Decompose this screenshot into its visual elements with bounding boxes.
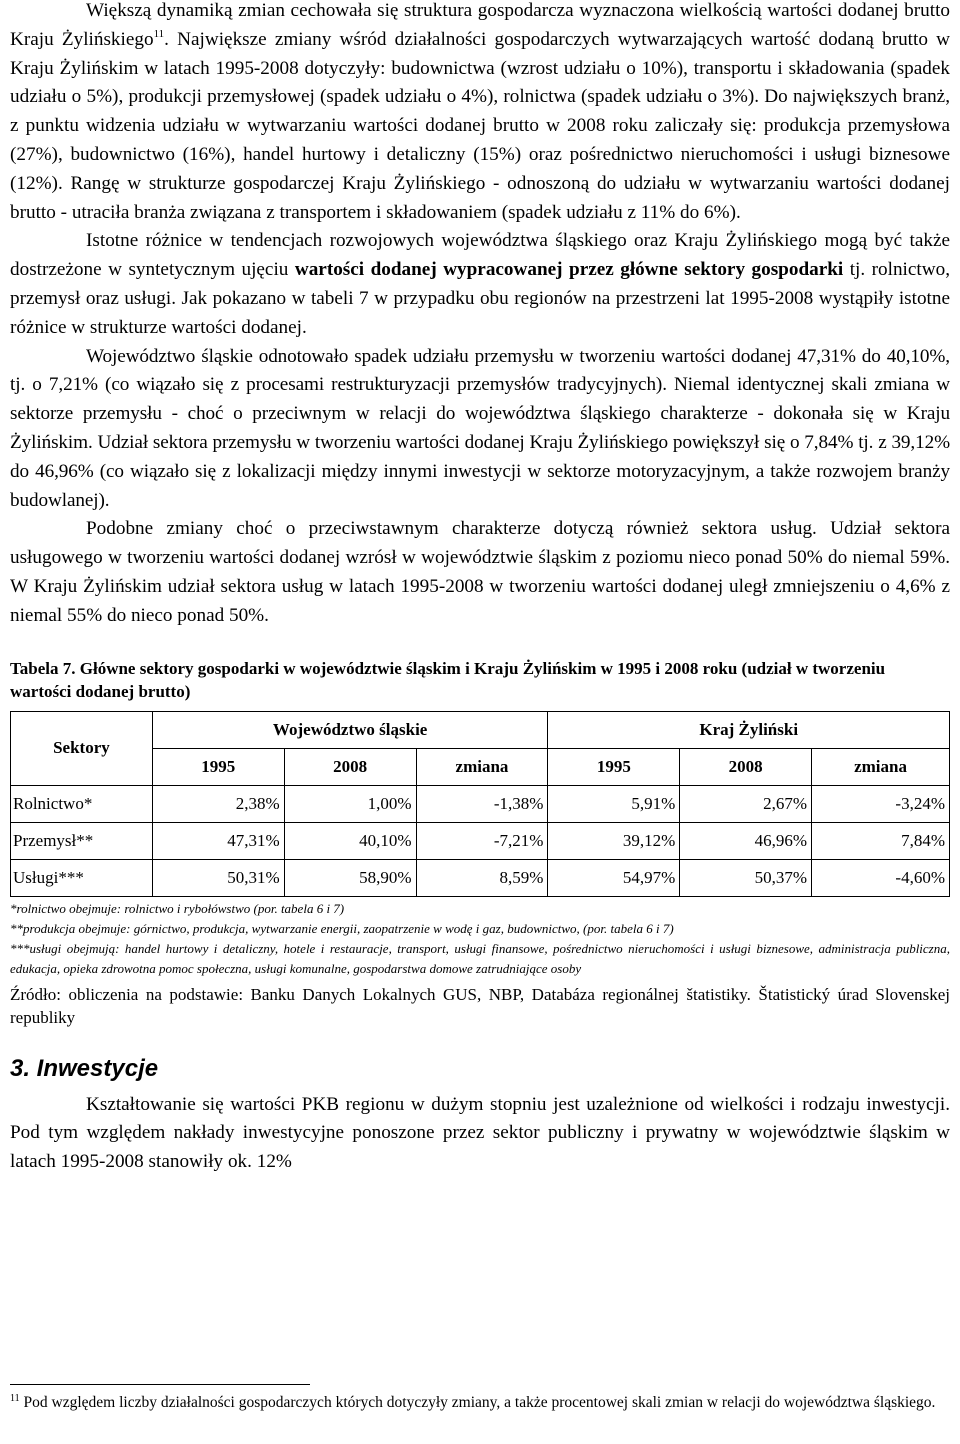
table-cell: 47,31%: [152, 822, 284, 859]
table-cell: -3,24%: [812, 785, 950, 822]
column-header-year: 2008: [284, 748, 416, 785]
row-label: Rolnictwo*: [11, 785, 153, 822]
table-notes: [10, 899, 950, 979]
column-header-change: zmiana: [812, 748, 950, 785]
table-note: ***usługi obejmują: handel hurtowy i detaliczny, hotele i restauracje, transport, usługi finansowe, pośrednictwo nieruchomości i usługi biznesowe, administracja publiczna, edukacja, opieka zdrowotna pomoc społeczna, usługi komunalne, gospodarstwa domowe zatrudniające osoby: [10, 940, 950, 976]
table-cell: -4,60%: [812, 859, 950, 896]
paragraph-investments: Kształtowanie się wartości PKB regionu w dużym stopniu jest uzależnione od wielkości i rodzaju inwestycji. Pod tym względem nakłady inwestycyjne ponoszone przez sektor publiczny i prywatny w województwie śląskim w latach 1995-2008 stanowiły ok. 12%: [10, 1093, 950, 1173]
table-row: [11, 859, 950, 896]
paragraph-text: Większą dynamiką zmian cechowała się struktura gospodarcza wyznaczona wielkością wartości dodanej brutto Kraju Żylińskiego: [10, 0, 950, 50]
table-cell: 50,31%: [152, 859, 284, 896]
column-header-year: 1995: [152, 748, 284, 785]
document-page: [10, 0, 950, 1177]
table-cell: 39,12%: [548, 822, 680, 859]
table-note: *rolnictwo obejmuje: rolnictwo i rybołówstwo (por. tabela 6 i 7): [10, 900, 345, 916]
column-header-sectors: Sektory: [11, 711, 153, 785]
table-cell: 1,00%: [284, 785, 416, 822]
paragraph-text: tj. rolnictwo, przemysł oraz usługi. Jak pokazano w tabeli 7 w przypadku obu regionów na przestrzeni lat 1995-2008 wystąpiły istotne różnice w strukturze wartości dodanej.: [10, 259, 950, 338]
table-cell: 54,97%: [548, 859, 680, 896]
footnote-divider: [10, 1384, 310, 1385]
table-header-row: [11, 711, 950, 748]
paragraph-sector-differences: [10, 227, 950, 342]
emphasized-text: wartości dodanej wypracowanej przez główne sektory gospodarki: [294, 259, 844, 281]
column-group-zilina: Kraj Żyliński: [548, 711, 950, 748]
paragraph-industry-sector: Województwo śląskie odnotowało spadek udziału przemysłu w tworzeniu wartości dodanej 47,31% do 40,10%, tj. o 7,21% (co wiązało się z procesami restrukturyzacji przemysłów tradycyjnych). Niemal identycznej skali zmiana w sektorze przemysłu - choć o przeciwnym w relacji do województwa śląskiego charakterze - dokonała się w Kraju Żylińskim. Udział sektora przemysłu w tworzeniu wartości dodanej Kraju Żylińskiego powiększył się o 7,84% tj. z 39,12% do 46,96% (co wiązało się z lokalizacji między innymi inwestycji w sektorze motoryzacyjnym, a także rozwojem branży budowlanej).: [10, 345, 950, 511]
table-row: [11, 785, 950, 822]
table-cell: -7,21%: [416, 822, 548, 859]
table-cell: 2,38%: [152, 785, 284, 822]
paragraph-text: Istotne różnice w tendencjach rozwojowych województwa śląskiego oraz Kraju Żylińskiego mogą być także dostrzeżone w syntetycznym ujęciu: [10, 230, 950, 281]
footnote-number: 11: [10, 1393, 20, 1404]
table-cell: 46,96%: [680, 822, 812, 859]
table-cell: -1,38%: [416, 785, 548, 822]
table-cell: 5,91%: [548, 785, 680, 822]
column-group-silesia: Województwo śląskie: [152, 711, 548, 748]
table-cell: 8,59%: [416, 859, 548, 896]
table-cell: 50,37%: [680, 859, 812, 896]
sectors-table: [10, 711, 950, 897]
row-label: Usługi***: [11, 859, 153, 896]
table-source: Źródło: obliczenia na podstawie: Banku Danych Lokalnych GUS, NBP, Databáza regionálnej štatistiky. Štatistický úrad Slovenskej republiky: [10, 984, 950, 1027]
row-label: Przemysł**: [11, 822, 153, 859]
column-header-change: zmiana: [416, 748, 548, 785]
footnote: [10, 1392, 950, 1414]
table-cell: 58,90%: [284, 859, 416, 896]
table-cell: 40,10%: [284, 822, 416, 859]
table-note: **produkcja obejmuje: górnictwo, produkcja, wytwarzanie energii, zaopatrzenie w wodę i gaz, budownictwo, (por. tabela 6 i 7): [10, 920, 674, 936]
column-header-year: 2008: [680, 748, 812, 785]
paragraph-economic-structure: [10, 0, 950, 227]
paragraph-services-sector: Podobne zmiany choć o przeciwstawnym charakterze dotyczą również sektora usług. Udział sektora usługowego w tworzeniu wartości dodanej wzrósł w województwie śląskim z poziomu nieco ponad 50% do niemal 59%. W Kraju Żylińskim udział sektora usług w latach 1995-2008 w tworzeniu wartości dodanej uległ zmniejszeniu o 4,6% z niemal 55% do nieco ponad 50%.: [10, 518, 950, 626]
section-heading: 3. Inwestycje: [10, 1054, 159, 1082]
footnote-text: Pod względem liczby działalności gospodarczych których dotyczyły zmiany, a także procentowej skali zmian w relacji do województwa śląskiego.: [19, 1394, 936, 1411]
table-row: [11, 822, 950, 859]
paragraph-text: . Największe zmiany wśród działalności gospodarczych wytwarzających wartość dodaną brutto w Kraju Żylińskim w latach 1995-2008 dotyczyły: budownictwa (wzrost udziału o 10%), transportu i składowania (spadek udziału o 5%), produkcji przemysłowej (spadek udziału o 4%), rolnictwa (spadek udziału o 3%). Do największych branż, z punktu widzenia udziału w wytwarzaniu wartości dodanej brutto w 2008 roku zaliczały się: produkcja przemysłowa (27%), budownictwo (16%), handel hurtowy i detaliczny (15%) oraz pośrednictwo nieruchomości i usługi biznesowe (12%). Rangę w strukturze gospodarczej Kraju Żylińskiego - odnoszoną do udziału w wytwarzaniu wartości dodanej brutto - utraciła branża związana z transportem i składowaniem (spadek udziału z 11% do 6%).: [10, 28, 950, 223]
column-header-year: 1995: [548, 748, 680, 785]
table-cell: 2,67%: [680, 785, 812, 822]
footnote-reference[interactable]: 11: [153, 27, 165, 40]
table-cell: 7,84%: [812, 822, 950, 859]
table-caption: Tabela 7. Główne sektory gospodarki w województwie śląskim i Kraju Żylińskim w 1995 i 2008 roku (udział w tworzeniu wartości dodanej brutto): [10, 658, 886, 701]
